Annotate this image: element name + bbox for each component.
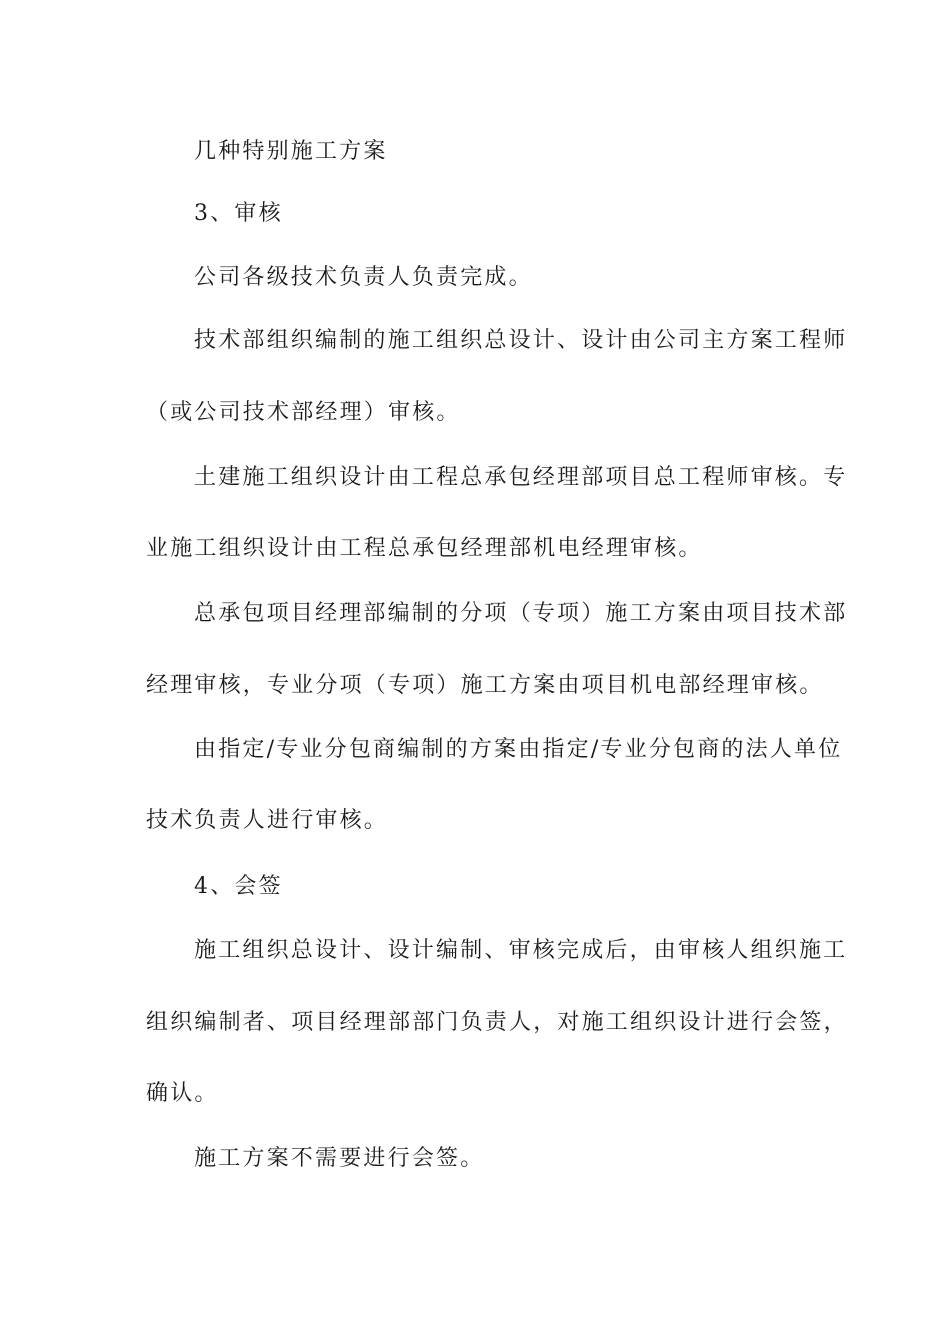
paragraph-line: 施工组织总设计、设计编制、审核完成后，由审核人组织施工: [194, 938, 848, 963]
paragraph-line: 施工方案不需要进行会签。: [194, 1146, 485, 1171]
paragraph-line: 业施工组织设计由工程总承包经理部机电经理审核。: [146, 536, 703, 561]
section-heading: 4、会签: [194, 874, 283, 899]
paragraph-line: 技术负责人进行审核。: [146, 808, 389, 833]
paragraph-line: （或公司技术部经理）审核。: [146, 400, 461, 425]
paragraph-line: 公司各级技术负责人负责完成。: [194, 265, 533, 290]
section-heading: 3、审核: [194, 201, 283, 226]
paragraph-line: 由指定/专业分包商编制的方案由指定/专业分包商的法人单位: [194, 737, 843, 762]
paragraph-line: 几种特别施工方案: [194, 139, 388, 164]
paragraph-line: 组织编制者、项目经理部部门负责人，对施工组织设计进行会签，: [146, 1010, 848, 1035]
paragraph-line: 技术部组织编制的施工组织总设计、设计由公司主方案工程师: [194, 328, 848, 353]
paragraph-line: 确认。: [146, 1081, 219, 1106]
paragraph-line: 土建施工组织设计由工程总承包经理部项目总工程师审核。专: [194, 465, 848, 490]
paragraph-line: 总承包项目经理部编制的分项（专项）施工方案由项目技术部: [194, 601, 848, 626]
paragraph-line: 经理审核，专业分项（专项）施工方案由项目机电部经理审核。: [146, 673, 824, 698]
